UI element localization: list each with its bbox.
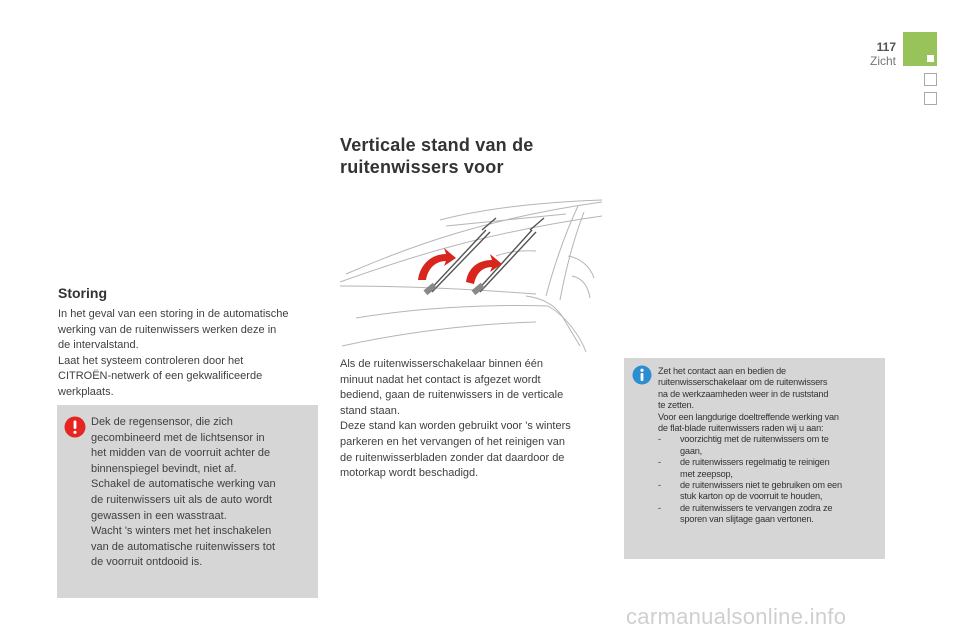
text-line: de ruitenwissers te vervangen zodra ze <box>680 502 833 513</box>
list-dash: - <box>658 480 661 491</box>
exclamation-icon <box>64 416 86 438</box>
section-title-storing: Storing <box>58 285 107 301</box>
text-line: Als de ruitenwisserschakelaar binnen één <box>340 358 544 370</box>
text-line: stand staan. <box>340 404 400 417</box>
section-title-line: ruitenwissers voor <box>340 157 504 177</box>
text-line: Laat het systeem controleren door het <box>58 354 244 367</box>
text-line: Deze stand kan worden gebruikt voor 's winters <box>340 420 571 433</box>
list-dash: - <box>658 457 661 468</box>
text-line: met zeepsop, <box>680 468 733 479</box>
text-line: voorzichtig met de ruitenwissers om te <box>680 434 829 445</box>
chapter-tab-empty-1 <box>924 73 937 86</box>
text-line: de ruitenwissers regelmatig te reinigen <box>680 457 830 468</box>
text-line: Dek de regensensor, die zich <box>91 416 233 428</box>
chapter-tab-empty-2 <box>924 92 937 105</box>
vertical-position-text <box>340 357 612 482</box>
text-line: binnenspiegel bevindt, niet af. <box>91 462 237 475</box>
text-line: de intervalstand. <box>58 339 139 352</box>
text-line: Wacht 's winters met het inschakelen <box>91 525 272 538</box>
text-line: de ruitenwisserbladen zonder dat daardoor de <box>340 451 565 464</box>
list-item <box>658 503 880 526</box>
text-line: Zet het contact aan en bedien de <box>658 366 786 376</box>
text-line: de ruitenwissers niet te gebruiken om een <box>680 480 842 491</box>
text-line: na de werkzaamheden weer in de ruststand <box>658 388 829 399</box>
chapter-tab-marker <box>927 55 934 62</box>
list-dash: - <box>658 434 661 445</box>
section-title-vertical <box>340 134 620 178</box>
section-name: Zicht <box>869 54 896 68</box>
text-line: werkplaats. <box>58 385 114 398</box>
text-line: te zetten. <box>658 400 694 411</box>
text-line: CITROËN-netwerk of een gekwalificeerde <box>58 370 263 383</box>
info-text <box>658 366 880 526</box>
info-list <box>658 434 880 525</box>
arrow-left-icon <box>418 248 456 280</box>
text-line: minuut nadat het contact is afgezet wordt <box>340 373 541 386</box>
text-line: gecombineerd met de lichtsensor in <box>91 431 265 444</box>
text-line: ruitenwisserschakelaar om de ruitenwissers <box>658 377 828 388</box>
text-line: gewassen in een wasstraat. <box>91 509 227 522</box>
text-line: van de automatische ruitenwissers tot <box>91 540 276 553</box>
page-number: 117 <box>876 40 896 54</box>
warning-text <box>91 415 306 571</box>
text-line: Schakel de automatische werking van <box>91 478 276 491</box>
list-item <box>658 480 880 503</box>
wiper-illustration <box>336 196 602 352</box>
text-line: werking van de ruitenwissers werken deze in <box>58 323 277 336</box>
text-line: Voor een langdurige doeltreffende werking van <box>658 411 839 422</box>
info-icon <box>632 365 652 385</box>
text-line: sporen van slijtage gaan vertonen. <box>680 514 814 525</box>
text-line: In het geval van een storing in de automatische <box>58 308 289 320</box>
text-line: de ruitenwissers uit als de auto wordt <box>91 493 272 506</box>
list-item <box>658 457 880 480</box>
text-line: stuk karton op de voorruit te houden, <box>680 491 823 502</box>
text-line: het midden van de voorruit achter de <box>91 447 271 460</box>
text-line: bediend, gaan de ruitenwissers in de verticale <box>340 389 564 402</box>
text-line: parkeren en het vervangen of het reinigen van <box>340 435 566 448</box>
list-item <box>658 434 880 457</box>
storing-text <box>58 307 320 401</box>
chapter-tab <box>903 32 937 66</box>
text-line: motorkap wordt beschadigd. <box>340 467 479 480</box>
text-line: gaan, <box>680 445 702 456</box>
section-title-line: Verticale stand van de <box>340 135 534 155</box>
text-line: de flat-blade ruitenwissers raden wij u aan: <box>658 423 824 434</box>
watermark: carmanualsonline.info <box>626 604 847 629</box>
list-dash: - <box>658 502 661 513</box>
text-line: de voorruit ontdooid is. <box>91 556 203 569</box>
